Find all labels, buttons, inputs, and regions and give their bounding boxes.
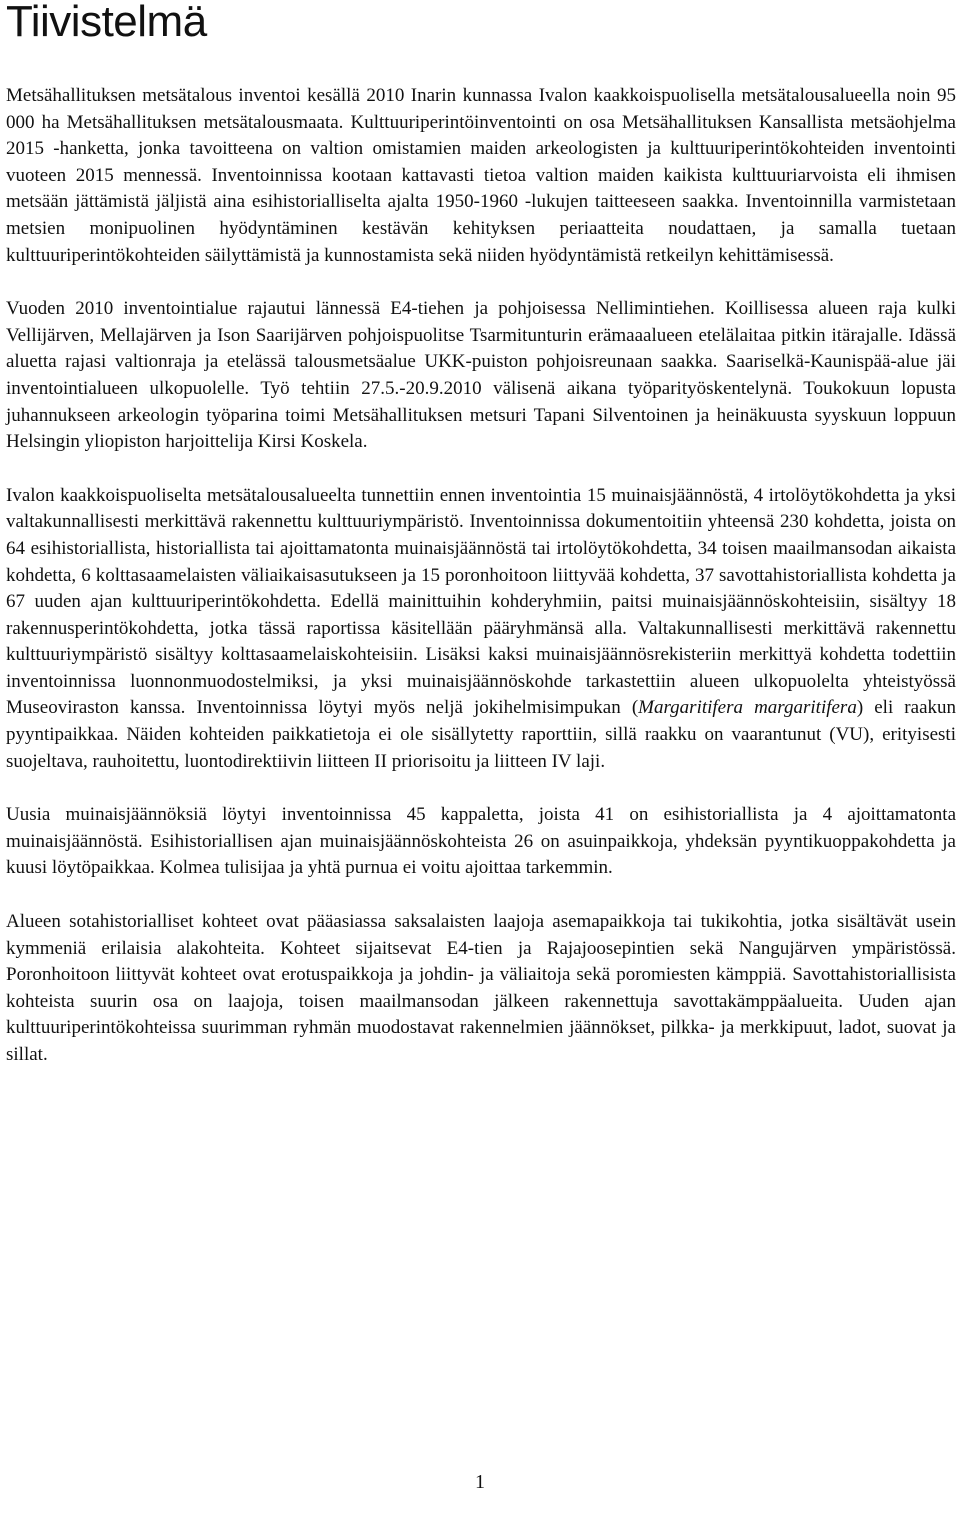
page-title: Tiivistelmä: [6, 0, 207, 46]
paragraph-text: Uusia muinaisjäännöksiä löytyi inventoinnissa 45 kappaletta, joista 41 on esihistoriallista ja 4 ajoittamatonta muinaisjäännöstä. Esihistoriallisen ajan muinaisjäännöskohteista 26 on asuinpaikkoja, yhdeksän pyyntikuoppakohdetta ja kuusi löytöpaikkaa. Kolmea tulisijaa ja yhtä purnua ei voitu ajoittaa tarkemmin.: [6, 804, 956, 879]
paragraph-3: [6, 483, 956, 776]
paragraph-text: Ivalon kaakkoispuoliselta metsätalousalueelta tunnettiin ennen inventointia 15 muinaisjäännöstä, 4 irtolöytökohdetta ja yksi valtakunnallisesti merkittävä rakennettu kulttuuriympäristö. Inventoinnissa dokumentoitiin yhteensä 230 kohdetta, joista on 64 esihistoriallista, historiallista tai ajoittamatonta muinaisjäännöstä tai irtolöytökohdetta, 34 toisen maailmansodan aikaista kohdetta, 6 kolttasaamelaisten väliaikaisasutukseen ja 15 poronhoitoon liittyvää kohdetta, 37 savottahistoriallista kohdetta ja 67 uuden ajan kulttuuriperintökohdetta. Edellä mainittuihin kohderyhmiin, paitsi muinaisjäännöskohteisiin, sisältyy 18 rakennusperintökohdetta, jotka tässä raportissa käsitellään pääryhmänsä alla. Valtakunnallisesti merkittävä rakennettu kulttuuriympäristö sisältyy kolttasaamelaiskohteisiin. Lisäksi kaksi muinaisjäännösrekisteriin merkittyä kohdetta todettiin inventoinnissa luonnonmuodostelmiksi, ja yksi muinaisjäännöskohde tarkastettiin alueen ulkopuolelta yhteistyössä Museoviraston kanssa. Inventoinnissa löytyi myös neljä jokihelmisimpukan (: [6, 484, 956, 719]
species-name: Margaritifera margaritifera: [638, 697, 857, 719]
paragraph-text: Vuoden 2010 inventointialue rajautui lännessä E4-tiehen ja pohjoisessa Nellimintiehen. Koillisessa alueen raja kulki Vellijärven, Mellajärven ja Ison Saarijärven pohjoispuolitse Tsarmitunturin erämaaalueen etelälaitaa pitkin itärajalle. Idässä aluetta rajasi valtionraja ja etelässä talousmetsäalue UKK-puiston pohjoisreunaan saakka. Saariselkä-Kaunispää-alue jäi inventointialueen ulkopuolelle. Työ tehtiin 27.5.-20.9.2010 välisenä aikana työparityöskentelynä. Toukokuun lopusta juhannukseen arkeologin työparina toimi Metsähallituksen metsuri Tapani Silventoinen ja heinäkuusta syyskuun loppuun Helsingin yliopiston harjoittelija Kirsi Koskela.: [6, 298, 956, 453]
page-number: 1: [475, 1471, 485, 1493]
paragraph-4: [6, 802, 956, 882]
paragraph-1: [6, 83, 956, 269]
paragraph-text: Metsähallituksen metsätalous inventoi kesällä 2010 Inarin kunnassa Ivalon kaakkoispuolisella metsätalousalueella noin 95 000 ha Metsähallituksen metsätalousmaata. Kulttuuriperintöinventointi on osa Metsähallituksen Kansallista metsäohjelma 2015 -hanketta, jonka tavoitteena on valtion omistamien maiden arkeologisten ja kulttuuriperintökohteiden inventointi vuoteen 2015 mennessä. Inventoinnissa kootaan kattavasti tietoa valtion maiden kaikista kulttuuriarvoista eli ihmisen metsään jättämistä jäljistä aina esihistorialliselta ajalta 1950-1960 -lukujen taitteeseen saakka. Inventoinnilla varmistetaan metsien monipuolinen hyödyntäminen kestävän kehityksen periaatteita noudattaen, ja samalla tuetaan kulttuuriperintökohteiden säilyttämistä ja kunnostamista sekä niiden hyödyntämistä retkeilyn kehittämisessä.: [6, 85, 956, 266]
paragraph-5: [6, 909, 956, 1069]
paragraph-text: Alueen sotahistorialliset kohteet ovat pääasiassa saksalaisten laajoja asemapaikkoja tai tukikohtia, jotka sisältävät usein kymmeniä erilaisia alakohteita. Kohteet sijaitsevat E4-tien ja Rajajoosepintien sekä Nangujärven ympäristössä. Poronhoitoon liittyvät kohteet ovat erotuspaikkoja ja johdin- ja väliaitoja sekä poromiesten kämppiä. Savottahistoriallisista kohteista suurin osa on laajoja, toisen maailmansodan jälkeen rakennettuja savottakämppäalueita. Uuden ajan kulttuuriperintökohteissa suurimman ryhmän muodostavat rakennelmien jäännökset, pilkka- ja merkkipuut, ladot, suovat ja sillat.: [6, 911, 956, 1065]
paragraph-2: [6, 296, 956, 456]
summary-body: [6, 83, 956, 1069]
paragraph-text: ) eli raakun pyyntipaikkaa. Näiden kohteiden paikkatietoja ei ole sisällytetty raporttiin, sillä raakku on vaarantunut (VU), erityisesti suojeltava, rauhoitettu, luontodirektiivin liitteen II priorisoitu ja liitteen IV laji.: [6, 697, 957, 772]
